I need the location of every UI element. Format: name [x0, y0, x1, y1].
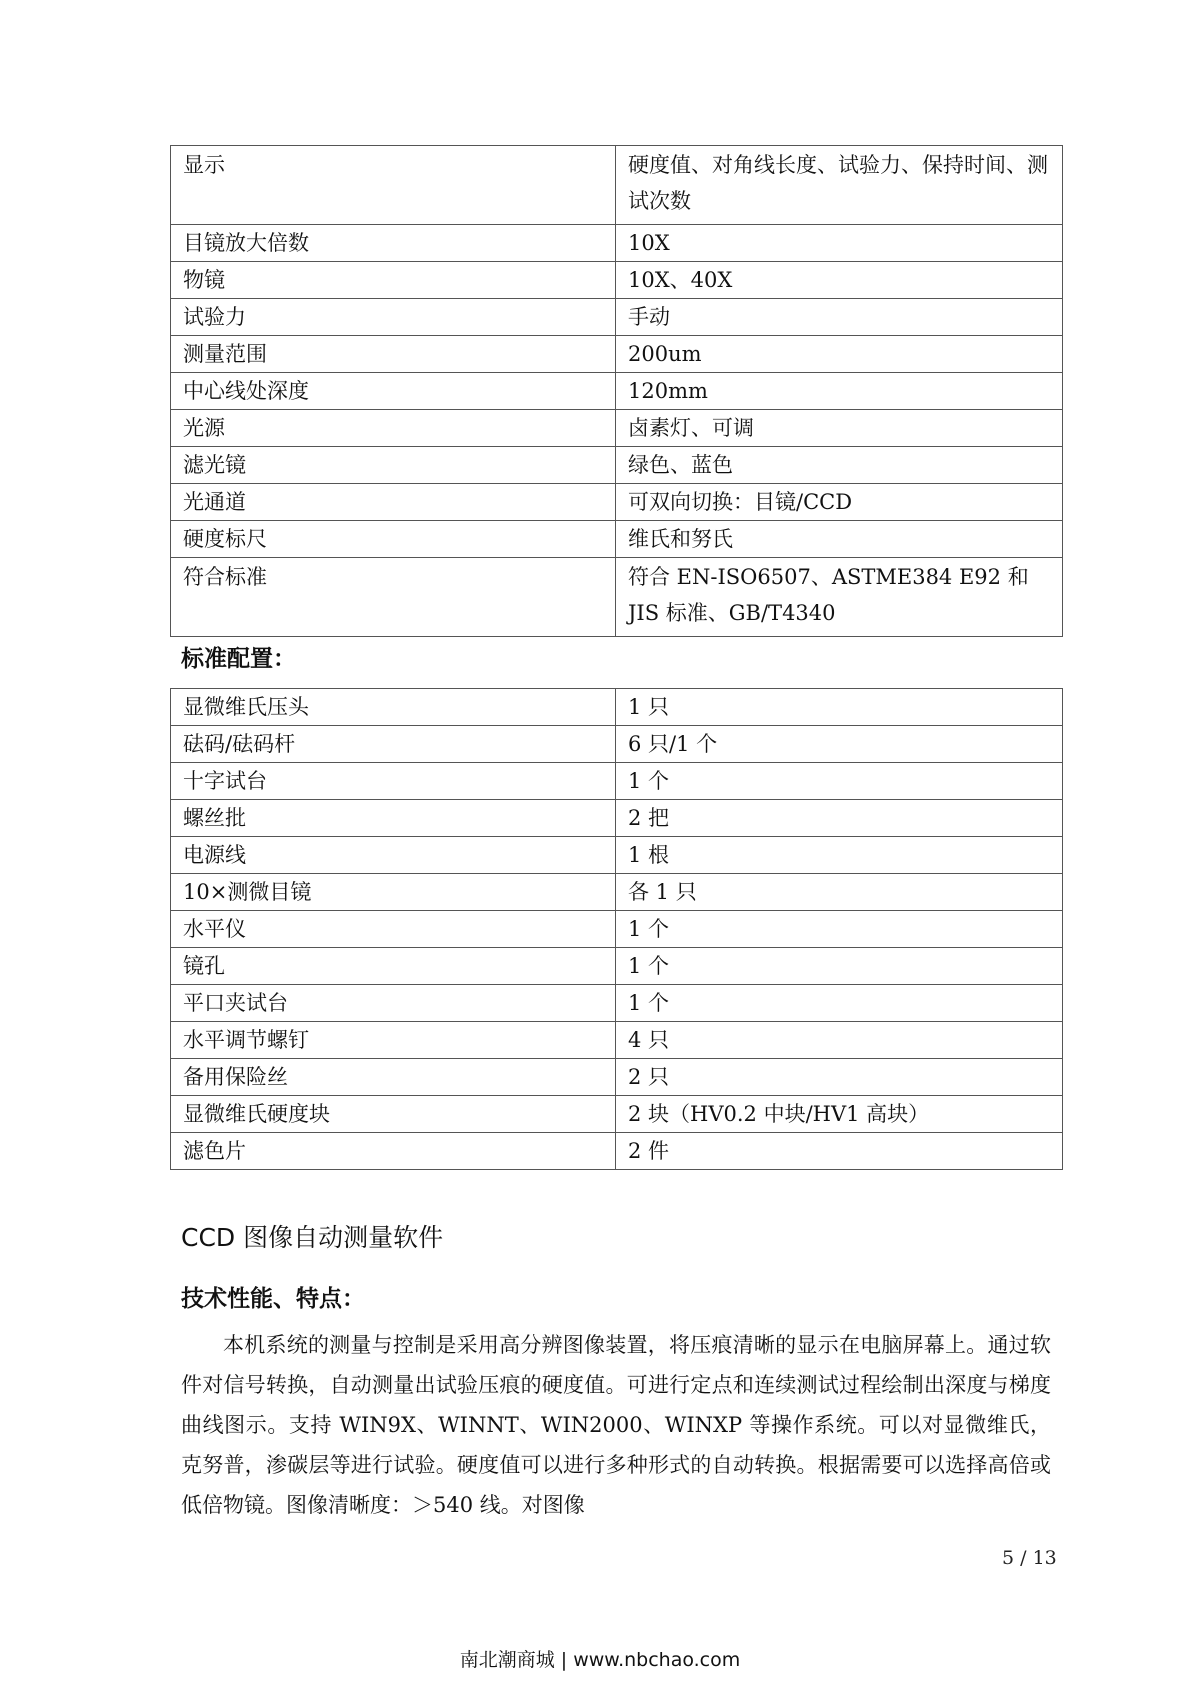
- table-row: [171, 410, 1063, 447]
- config-qty: 2 块（HV0.2 中块/HV1 高块）: [616, 1096, 1063, 1133]
- table-row: [171, 837, 1063, 874]
- config-qty: 各 1 只: [616, 874, 1063, 911]
- config-item: 镜孔: [171, 948, 616, 985]
- spec-value: 符合 EN-ISO6507、ASTME384 E92 和 JIS 标准、GB/T4340: [616, 558, 1063, 637]
- config-qty: 2 只: [616, 1059, 1063, 1096]
- standard-config-heading: 标准配置：: [181, 646, 296, 672]
- table-row: [171, 985, 1063, 1022]
- config-item: 砝码/砝码杆: [171, 726, 616, 763]
- table-row: [171, 484, 1063, 521]
- table-row: [171, 1022, 1063, 1059]
- table-row: [171, 763, 1063, 800]
- table-row: [171, 948, 1063, 985]
- spec-label: 物镜: [171, 262, 616, 299]
- config-item: 10×测微目镜: [171, 874, 616, 911]
- spec-value: 硬度值、对角线长度、试验力、保持时间、测试次数: [616, 146, 1063, 225]
- config-qty: 1 只: [616, 689, 1063, 726]
- spec-label: 硬度标尺: [171, 521, 616, 558]
- spec-label: 滤光镜: [171, 447, 616, 484]
- config-item: 螺丝批: [171, 800, 616, 837]
- config-item: 平口夹试台: [171, 985, 616, 1022]
- config-qty: 1 根: [616, 837, 1063, 874]
- spec-value: 10X、40X: [616, 262, 1063, 299]
- spec-label: 测量范围: [171, 336, 616, 373]
- spec-value: 手动: [616, 299, 1063, 336]
- spec-value: 绿色、蓝色: [616, 447, 1063, 484]
- table-row: [171, 1059, 1063, 1096]
- table-row: [171, 521, 1063, 558]
- features-heading: 技术性能、特点：: [181, 1286, 365, 1312]
- table-row: [171, 689, 1063, 726]
- spec-value: 维氏和努氏: [616, 521, 1063, 558]
- config-item: 显微维氏硬度块: [171, 1096, 616, 1133]
- config-item: 电源线: [171, 837, 616, 874]
- table-row: [171, 800, 1063, 837]
- spec-label: 光通道: [171, 484, 616, 521]
- spec-label: 光源: [171, 410, 616, 447]
- spec-label: 目镜放大倍数: [171, 225, 616, 262]
- config-qty: 2 把: [616, 800, 1063, 837]
- spec-value: 120mm: [616, 373, 1063, 410]
- config-qty: 6 只/1 个: [616, 726, 1063, 763]
- config-qty: 2 件: [616, 1133, 1063, 1170]
- spec-label: 中心线处深度: [171, 373, 616, 410]
- config-qty: 4 只: [616, 1022, 1063, 1059]
- table-row: [171, 1133, 1063, 1170]
- spec-label: 显示: [171, 146, 616, 225]
- spec-value: 可双向切换：目镜/CCD: [616, 484, 1063, 521]
- spec-table: [170, 145, 1063, 637]
- config-item: 十字试台: [171, 763, 616, 800]
- spec-value: 200um: [616, 336, 1063, 373]
- spec-label: 试验力: [171, 299, 616, 336]
- table-row: [171, 874, 1063, 911]
- table-row: [171, 726, 1063, 763]
- table-row: [171, 299, 1063, 336]
- config-item: 显微维氏压头: [171, 689, 616, 726]
- table-row: [171, 146, 1063, 225]
- features-paragraph: 本机系统的测量与控制是采用高分辨图像装置，将压痕清晰的显示在电脑屏幕上。通过软件对信号转换，自动测量出试验压痕的硬度值。可进行定点和连续测试过程绘制出深度与梯度曲线图示。支持 WIN9X、WINNT、WIN2000、WINXP 等操作系统。可以对显微维氏，克努普，渗碳层等进行试验。硬度值可以进行多种形式的自动转换。根据需要可以选择高倍或低倍物镜。图像清晰度：＞540 线。对图像: [181, 1333, 1051, 1517]
- footer-watermark: 南北潮商城 | www.nbchao.com: [459, 1649, 741, 1671]
- standard-config-table: [170, 688, 1063, 1170]
- config-item: 水平仪: [171, 911, 616, 948]
- table-row: [171, 558, 1063, 637]
- table-row: [171, 1096, 1063, 1133]
- spec-value: 10X: [616, 225, 1063, 262]
- config-item: 水平调节螺钉: [171, 1022, 616, 1059]
- spec-value: 卤素灯、可调: [616, 410, 1063, 447]
- spec-label: 符合标准: [171, 558, 616, 637]
- section-title: CCD 图像自动测量软件: [181, 1223, 444, 1252]
- table-row: [171, 336, 1063, 373]
- config-qty: 1 个: [616, 911, 1063, 948]
- config-qty: 1 个: [616, 948, 1063, 985]
- table-row: [171, 373, 1063, 410]
- page-number: 5 / 13: [1002, 1547, 1057, 1569]
- table-row: [171, 911, 1063, 948]
- config-qty: 1 个: [616, 763, 1063, 800]
- table-row: [171, 262, 1063, 299]
- config-item: 备用保险丝: [171, 1059, 616, 1096]
- config-item: 滤色片: [171, 1133, 616, 1170]
- table-row: [171, 447, 1063, 484]
- config-qty: 1 个: [616, 985, 1063, 1022]
- table-row: [171, 225, 1063, 262]
